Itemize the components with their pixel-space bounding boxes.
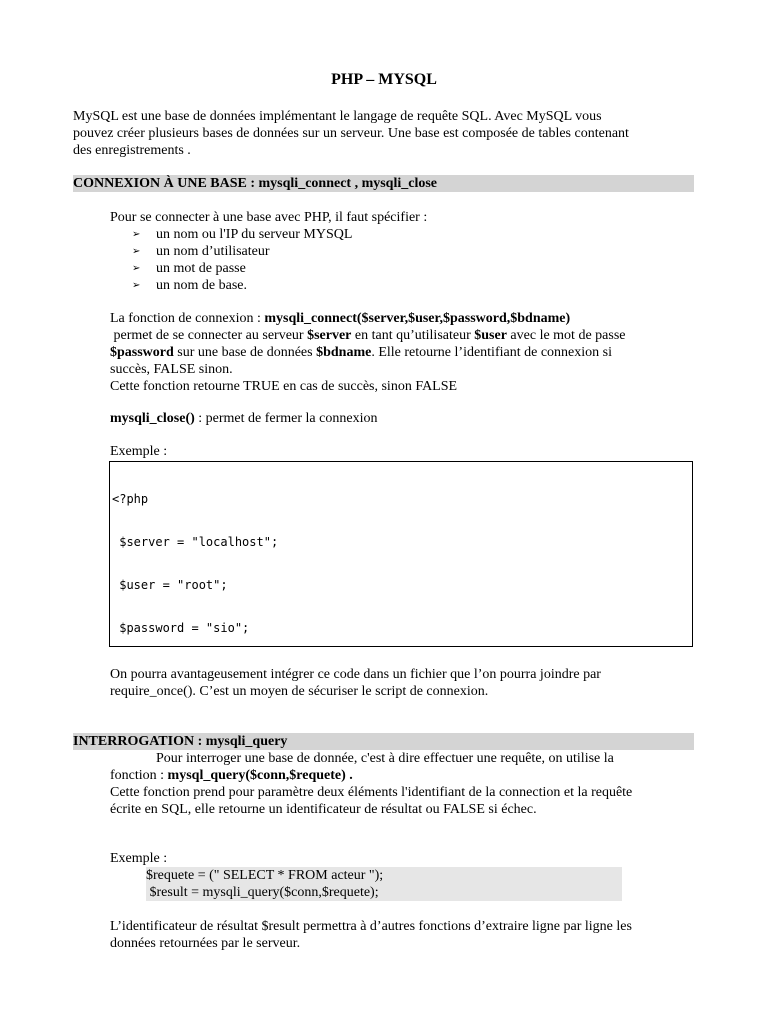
connect-line: Cette fonction retourne TRUE en cas de succès, sinon FALSE: [110, 379, 458, 394]
arrow-bullet-icon: ➢: [132, 246, 141, 257]
page-title: PHP – MYSQL: [331, 71, 437, 88]
list-item: ➢ un nom ou l'IP du serveur MYSQL: [132, 227, 353, 242]
close-description: mysqli_close() : permet de fermer la connexion: [110, 411, 378, 426]
requirements-list: [110, 226, 710, 294]
query-function: mysql_query($conn,$requete) .: [167, 768, 353, 783]
section-heading-text: CONNEXION À UNE BASE : mysqli_connect , mysqli_close: [73, 176, 438, 191]
query-description: Pour interroger une base de donnée, c'est à dire effectuer une requête, on utilise la fonction : mysql_query($conn,$requete) . Cette fonction prend pour paramètre deux éléments l'identifiant de la connection et la requête écrite en SQL, elle retourne un identificateur de résultat ou FALSE si échec.: [110, 751, 633, 817]
final-paragraph: L’identificateur de résultat $result permettra à d’autres fonctions d’extraire ligne par ligne les données retournées par le serveur.: [110, 919, 632, 951]
code-line: $user = "root";: [112, 578, 228, 593]
query-example-line: $requete = (" SELECT * FROM acteur ");: [146, 868, 384, 883]
intro-line: pouvez créer plusieurs bases de données sur un serveur. Une base est composée de tables contenant: [73, 126, 629, 141]
connexion-requirements: [110, 209, 710, 294]
query-example-line: $result = mysqli_query($conn,$requete);: [146, 885, 379, 900]
intro-line: MySQL est une base de données implémentant le langage de requête SQL. Avec MySQL vous: [73, 109, 602, 124]
connect-line: succès, FALSE sinon.: [110, 362, 233, 377]
after-code-paragraph: On pourra avantageusement intégrer ce code dans un fichier que l’on pourra joindre par require_once(). C’est un moyen de sécuriser le script de connexion.: [110, 667, 601, 699]
connect-line: permet de se connecter au serveur $server en tant qu’utilisateur $user avec le mot de passe: [110, 328, 626, 343]
arrow-bullet-icon: ➢: [132, 263, 141, 274]
query-example-box: [146, 867, 622, 901]
connect-line: $password sur une base de données $bdname. Elle retourne l’identifiant de connexion si: [110, 345, 612, 360]
arrow-bullet-icon: ➢: [132, 229, 141, 240]
section-heading-text: INTERROGATION : mysqli_query: [73, 734, 288, 749]
code-line: $server = "localhost";: [112, 535, 279, 550]
code-example-box: [109, 461, 693, 647]
section-heading-interrogation: [73, 733, 694, 750]
code-line: $password = "sio";: [112, 621, 250, 636]
intro-line: des enregistrements .: [73, 143, 191, 158]
close-function: mysqli_close(): [110, 411, 195, 426]
list-item: ➢ un nom de base.: [132, 278, 247, 293]
list-item: ➢ un nom d’utilisateur: [132, 244, 270, 259]
example-label: Exemple :: [110, 851, 168, 866]
connect-signature: mysqli_connect($server,$user,$password,$bdname): [264, 311, 571, 326]
intro-paragraph: [73, 108, 703, 159]
section-heading-connexion: [73, 175, 694, 192]
connect-description: [110, 310, 710, 395]
connect-line: La fonction de connexion : mysqli_connect($server,$user,$password,$bdname): [110, 311, 571, 326]
code-line: <?php: [112, 491, 149, 506]
arrow-bullet-icon: ➢: [132, 280, 141, 291]
example-label: Exemple :: [110, 444, 168, 459]
requirements-lead: Pour se connecter à une base avec PHP, il faut spécifier :: [110, 210, 428, 225]
list-item: ➢ un mot de passe: [132, 261, 246, 276]
